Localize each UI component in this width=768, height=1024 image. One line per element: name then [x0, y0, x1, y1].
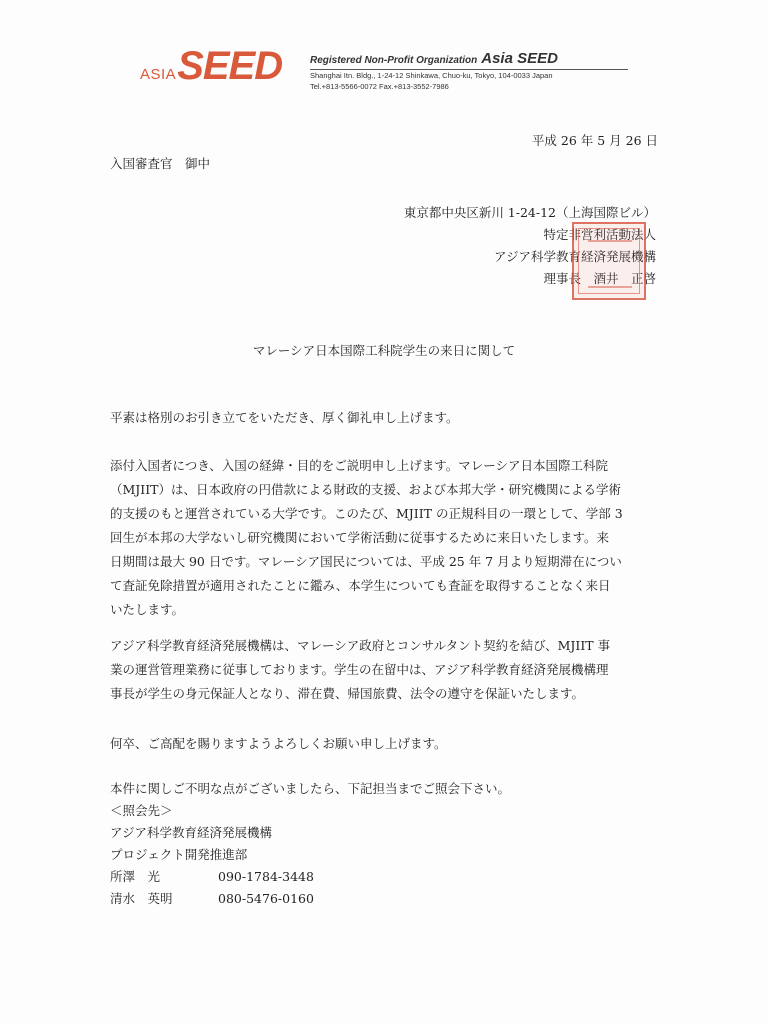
letter-date: 平成 26 年 5 月 26 日 — [531, 133, 658, 148]
letterhead-org-block — [310, 50, 628, 92]
paragraph-purpose — [110, 454, 658, 622]
contact-dept: プロジェクト開発推進部 — [110, 847, 248, 862]
paragraph-line: て査証免除措置が適用されたことに鑑み、本学生についても査証を取得することなく来日 — [110, 578, 611, 593]
contact-person — [110, 888, 510, 910]
paragraph-line: 平素は格別のお引き立てをいただき、厚く御礼申し上げます。 — [110, 410, 459, 425]
paragraph-line: 回生が本邦の大学ないし研究機関において学術活動に従事するために来日いたします。来 — [110, 530, 610, 545]
contact-org: アジア科学教育経済発展機構 — [110, 825, 273, 840]
contact-person-name: 所澤 光 — [110, 869, 161, 884]
paragraph-line: （MJIIT）は、日本政府の円借款による財政的支援、および本邦大学・研究機関による学術 — [110, 482, 622, 497]
paragraph-greeting — [110, 406, 658, 430]
sender-org-name: アジア科学教育経済発展機構 — [493, 249, 656, 264]
org-name: Asia SEED — [481, 50, 558, 67]
paragraph-line: 日期間は最大 90 日です。マレーシア国民については、平成 25 年 7 月より短期滞在につい — [110, 554, 622, 569]
contact-person-name: 清水 英明 — [110, 891, 173, 906]
paragraph-line: 何卒、ご高配を賜りますようよろしくお願い申し上げます。 — [110, 736, 447, 751]
paragraph-closing — [110, 732, 658, 756]
contact-intro: 本件に関しご不明な点がございましたら、下記担当までご照会下さい。 — [110, 781, 511, 796]
letter-subject: マレーシア日本国際工科院学生の来日に関して — [252, 343, 516, 358]
official-seal-stamp — [572, 222, 646, 300]
logo-seed-text: SEED — [177, 44, 283, 88]
org-address: Shanghai Itn. Bldg., 1-24-12 Shinkawa, Chuo-ku, Tokyo, 104-0033 Japan — [310, 71, 553, 80]
contact-person-phone: 090-1784-3448 — [218, 869, 314, 884]
paragraph-line: 事長が学生の身元保証人となり、滞在費、帰国旅費、法令の遵守を保証いたします。 — [110, 686, 585, 701]
paragraph-guarantee — [110, 634, 658, 706]
paragraph-line: アジア科学教育経済発展機構は、マレーシア政府とコンサルタント契約を結び、MJIIT 事 — [110, 638, 611, 653]
contact-person-phone: 080-5476-0160 — [218, 891, 314, 906]
paragraph-line: 業の運営管理業務に従事しております。学生の在留中は、アジア科学教育経済発展機構理 — [110, 662, 609, 677]
asia-seed-logo — [140, 46, 282, 86]
contact-block — [110, 778, 510, 910]
org-prefix: Registered Non-Profit Organization — [310, 55, 478, 66]
paragraph-line: 添付入国者につき、入国の経緯・目的をご説明申し上げます。マレーシア日本国際工科院 — [110, 458, 609, 473]
org-tel-fax: Tel.+813-5566-0072 Fax.+813-3552-7986 — [310, 82, 449, 91]
paragraph-line: いたします。 — [110, 602, 185, 617]
sender-representative: 理事長 酒井 正啓 — [543, 271, 656, 286]
sender-org-type: 特定非営利活動法人 — [543, 227, 656, 242]
addressee: 入国審査官 御中 — [110, 156, 211, 171]
org-title — [310, 50, 628, 70]
contact-heading: ＜照会先＞ — [110, 803, 173, 818]
paragraph-line: 的支援のもと運営されている大学です。このたび、MJIIT の正規科目の一環として、学部 3 — [110, 506, 623, 521]
sender-address: 東京都中央区新川 1-24-12（上海国際ビル） — [403, 205, 656, 220]
logo-asia-text: ASIA — [140, 66, 177, 83]
contact-person — [110, 866, 510, 888]
